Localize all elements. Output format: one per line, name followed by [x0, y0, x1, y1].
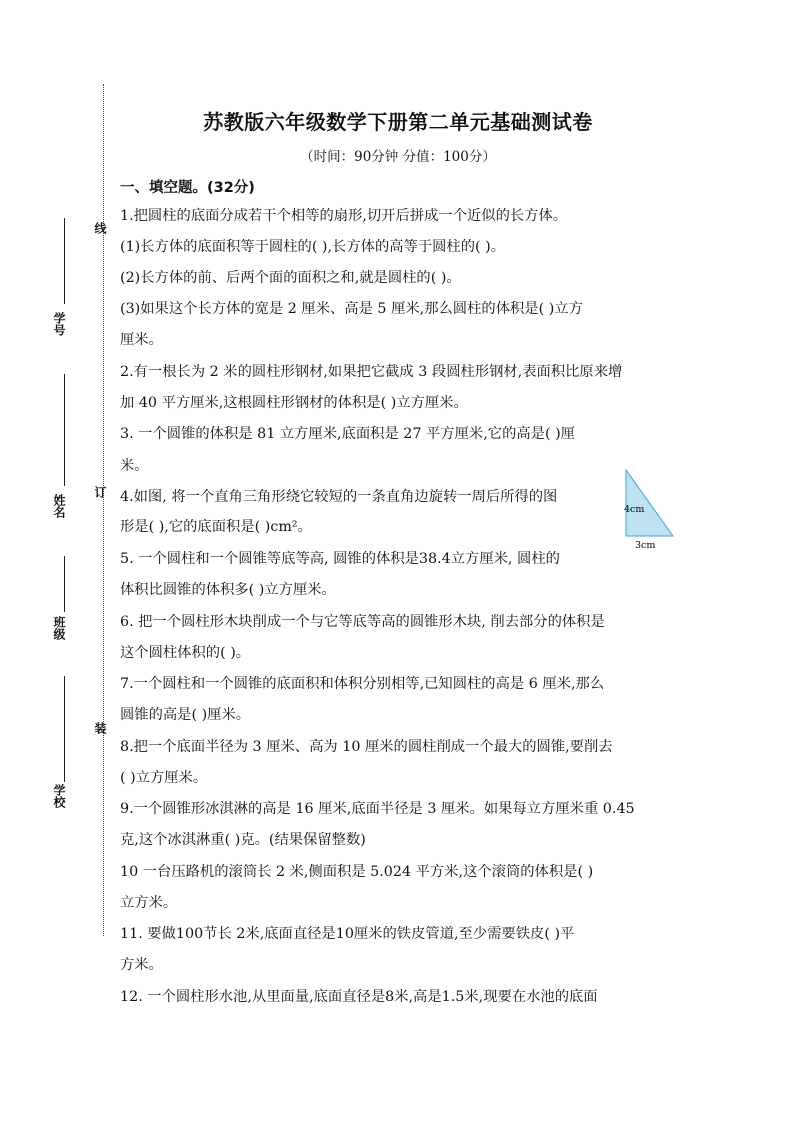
- page-subtitle: （时间：90分钟 分值：100分）: [300, 149, 496, 165]
- base-label: 3cm: [635, 540, 656, 551]
- question-line: 5. 一个圆柱和一个圆锥等底等高, 圆锥的体积是38.4立方厘米, 圆柱的: [120, 551, 560, 567]
- question-line: 12. 一个圆柱形水池,从里面量,底面直径是8米,高是1.5米,现要在水池的底面: [120, 989, 598, 1005]
- height-label: 4cm: [624, 504, 645, 515]
- question-line: 加 40 平方厘米,这根圆柱形钢材的体积是( )立方厘米。: [120, 395, 468, 411]
- question-line: 9.一个圆锥形冰淇淋的高是 16 厘米,底面半径是 3 厘米。如果每立方厘米重 0.45: [120, 801, 635, 817]
- question-line: 3. 一个圆锥的体积是 81 立方厘米,底面积是 27 平方厘米,它的高是( )厘: [120, 426, 575, 442]
- section-heading-fill-in: 一、填空题。(32分): [120, 180, 255, 196]
- question-line: 1.把圆柱的底面分成若干个相等的扇形,切开后拼成一个近似的长方体。: [120, 208, 568, 224]
- xuehao-underline: [64, 218, 65, 304]
- question-line: 克,这个冰淇淋重( )克。(结果保留整数): [120, 832, 366, 848]
- question-line: 10 一台压路机的滚筒长 2 米,侧面积是 5.024 平方米,这个滚筒的体积是( ): [120, 864, 594, 880]
- question-line: 6. 把一个圆柱形木块削成一个与它等底等高的圆锥形木块, 削去部分的体积是: [120, 614, 605, 630]
- banji-underline: [64, 556, 65, 612]
- question-line: 2.有一根长为 2 米的圆柱形钢材,如果把它截成 3 段圆柱形钢材,表面积比原来增: [120, 364, 623, 380]
- question-line: (1)长方体的底面积等于圆柱的( ),长方体的高等于圆柱的( )。: [120, 239, 506, 255]
- question-line: 圆锥的高是( )厘米。: [120, 707, 251, 723]
- question-line: 方米。: [120, 957, 163, 973]
- binding-mark-zhuang: 装: [93, 722, 107, 734]
- right-triangle-figure: [620, 468, 680, 554]
- question-line: 米。: [120, 458, 149, 474]
- question-line: 形是( ),它的底面积是( )cm²。: [120, 519, 312, 535]
- question-line: 4.如图, 将一个直角三角形绕它较短的一条直角边旋转一周后所得的图: [120, 489, 558, 505]
- xuexiao-underline: [64, 676, 65, 782]
- question-line: 8.把一个底面半径为 3 厘米、高为 10 厘米的圆柱削成一个最大的圆锥,要削去: [120, 739, 613, 755]
- question-line: 厘米。: [120, 332, 163, 348]
- question-line: 体积比圆锥的体积多( )立方厘米。: [120, 582, 336, 598]
- question-line: (3)如果这个长方体的宽是 2 厘米、高是 5 厘米,那么圆柱的体积是( )立方: [120, 301, 583, 317]
- banji-label: 班级: [52, 616, 66, 640]
- question-line: 7.一个圆柱和一个圆锥的底面积和体积分别相等,已知圆柱的高是 6 厘米,那么: [120, 676, 605, 692]
- xuexiao-label: 学校: [52, 784, 66, 808]
- question-line: 这个圆柱体积的( )。: [120, 645, 251, 661]
- question-line: 立方米。: [120, 895, 178, 911]
- question-line: ( )立方厘米。: [120, 770, 208, 786]
- xuehao-label: 学号: [52, 312, 66, 336]
- xingming-label: 姓名: [52, 494, 66, 518]
- binding-mark-xian: 线: [93, 222, 107, 234]
- binding-dotted-line: [103, 84, 104, 936]
- question-line: (2)长方体的前、后两个面的面积之和,就是圆柱的( )。: [120, 270, 461, 286]
- binding-mark-ding: 订: [93, 486, 107, 498]
- question-line: 11. 要做100节长 2米,底面直径是10厘米的铁皮管道,至少需要铁皮( )平: [120, 926, 575, 942]
- triangle-shape: [626, 470, 673, 536]
- xingming-underline: [64, 374, 65, 486]
- page-title: 苏教版六年级数学下册第二单元基础测试卷: [203, 110, 593, 134]
